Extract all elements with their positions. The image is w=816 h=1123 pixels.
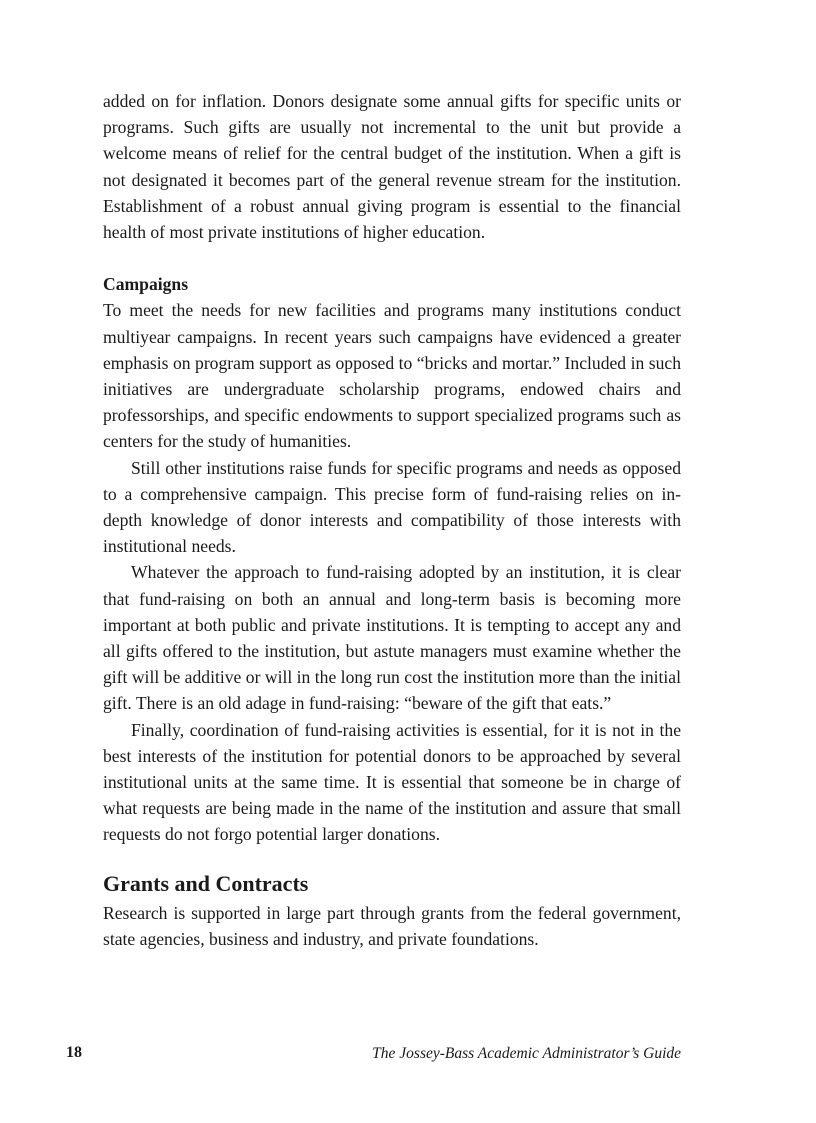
spacer	[103, 245, 681, 271]
running-footer-title: The Jossey-Bass Academic Administrator’s Guide	[372, 1045, 681, 1062]
body-text	[103, 88, 681, 952]
paragraph-grants: Research is supported in large part through grants from the federal government, state agencies, business and industry, and private foundations.	[103, 902, 681, 949]
paragraph-campaigns-3: Whatever the approach to fund-raising adopted by an institution, it is clear that fund-raising on both an annual and long-term basis is becoming more important at both public and private institutions. It is tempting to accept any and all gifts offered to the institution, but astute managers must examine whether the gift will be additive or will in the long run cost the institution more than the initial gift. There is an old adage in fund-raising: “beware of the gift that eats.”	[103, 562, 681, 714]
page-number: 18	[66, 1044, 82, 1061]
paragraph-campaigns-2: Still other institutions raise funds for specific programs and needs as opposed to a comprehensive campaign. This precise form of fund-raising relies on in-depth knowledge of donor interests and compatibility of those interests with institutional needs.	[103, 457, 681, 557]
subheading-campaigns: Campaigns	[103, 274, 189, 295]
paragraph-campaigns-1: To meet the needs for new facilities and programs many institutions conduct multiyear campaigns. In recent years such campaigns have evidenced a greater emphasis on program support as opposed to “bricks and mortar.” Included in such initiatives are undergraduate scholarship programs, endowed chairs and professorships, and specific endowments to support specialized programs such as centers for the study of humanities.	[103, 300, 681, 452]
heading-grants-and-contracts: Grants and Contracts	[103, 870, 309, 896]
paragraph-intro: added on for inflation. Donors designate some annual gifts for specific units or programs. Such gifts are usually not incremental to the unit but provide a welcome means of relief for the central budget of the institution. When a gift is not designated it becomes part of the general revenue stream for the institution. Establishment of a robust annual giving program is essential to the financial health of most private institutions of higher education.	[103, 91, 681, 243]
paragraph-campaigns-4: Finally, coordination of fund-raising activities is essential, for it is not in the best interests of the institution for potential donors to be approached by several institutional units at the same time. It is essential that someone be in charge of what requests are being made in the name of the institution and assure that small requests do not forgo potential larger donations.	[103, 719, 681, 845]
